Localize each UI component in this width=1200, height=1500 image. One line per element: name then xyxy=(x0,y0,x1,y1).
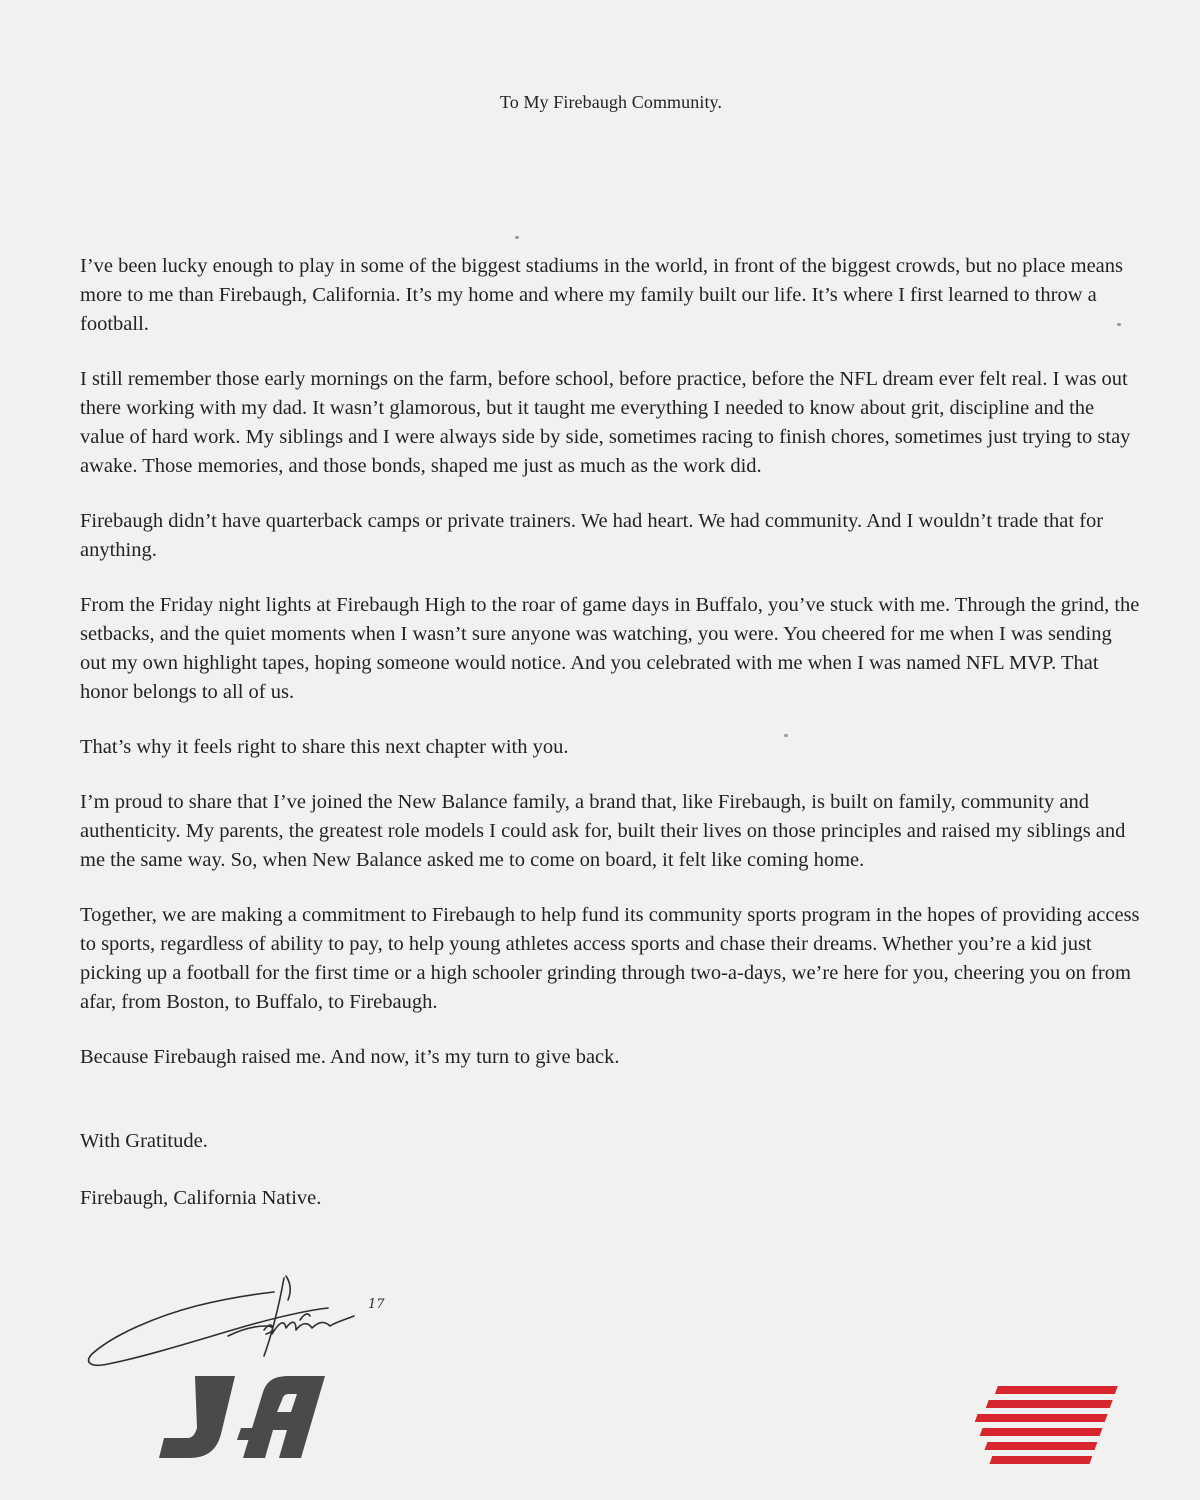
paper-speck xyxy=(515,236,519,239)
paragraph-4: From the Friday night lights at Firebaugh High to the roar of game days in Buffalo, you’ve stuck with me. Through the grind, the setbacks, and the quiet moments when I wasn’t sure anyone was watching, you were. You cheered for me when I was sending out my own highlight tapes, hoping someone would notice. And you celebrated with me when I was named NFL MVP. That honor belongs to all of us. xyxy=(80,594,1140,703)
new-balance-logo xyxy=(970,1380,1145,1468)
jersey-number: 17 xyxy=(368,1297,385,1312)
paragraph-1: I’ve been lucky enough to play in some of the biggest stadiums in the world, in front of the biggest crowds, but no place means more to me than Firebaugh, California. It’s my home and where my family built our life. It’s where I first learned to throw a football. xyxy=(80,255,1123,335)
ja-logo xyxy=(155,1372,335,1460)
sign-off: With Gratitude. xyxy=(80,1130,208,1152)
paragraph-3: Firebaugh didn’t have quarterback camps or private trainers. We had heart. We had community. And I wouldn’t trade that for anything. xyxy=(80,510,1104,561)
paragraph-7: Together, we are making a commitment to Firebaugh to help fund its community sports program in the hopes of providing access to sports, regardless of ability to pay, to help young athletes access sports and chase their dreams. Whether you’re a kid just picking up a football for the first time or a high schooler grinding through two-a-days, we’re here for you, cheering you on from afar, from Boston, to Buffalo, to Firebaugh. xyxy=(80,904,1140,1013)
paragraph-6: I’m proud to share that I’ve joined the New Balance family, a brand that, like Firebaugh, is built on family, community and authenticity. My parents, the greatest role models I could ask for, built their lives on those principles and raised my siblings and me the same way. So, when New Balance asked me to come on board, it felt like coming home. xyxy=(80,791,1126,871)
paper-speck xyxy=(1117,323,1121,326)
paper-speck xyxy=(784,734,788,737)
paragraph-5: That’s why it feels right to share this next chapter with you. xyxy=(80,736,569,758)
letter-body xyxy=(80,252,1140,1091)
letter-heading: To My Firebaugh Community. xyxy=(499,92,723,112)
nb-logo-shape xyxy=(975,1386,1118,1464)
handwritten-signature xyxy=(78,1270,398,1382)
paragraph-2: I still remember those early mornings on the farm, before school, before practice, before the NFL dream ever felt real. I was out there working with my dad. It wasn’t glamorous, but it taught me everything I needed to know about grit, discipline and the value of hard work. My siblings and I were always side by side, sometimes racing to finish chores, sometimes just trying to stay awake. Those memories, and those bonds, shaped me just as much as the work did. xyxy=(80,368,1131,477)
paragraph-8: Because Firebaugh raised me. And now, it’s my turn to give back. xyxy=(80,1046,620,1068)
sign-line: Firebaugh, California Native. xyxy=(80,1187,322,1209)
ja-logo-shape xyxy=(159,1376,325,1458)
